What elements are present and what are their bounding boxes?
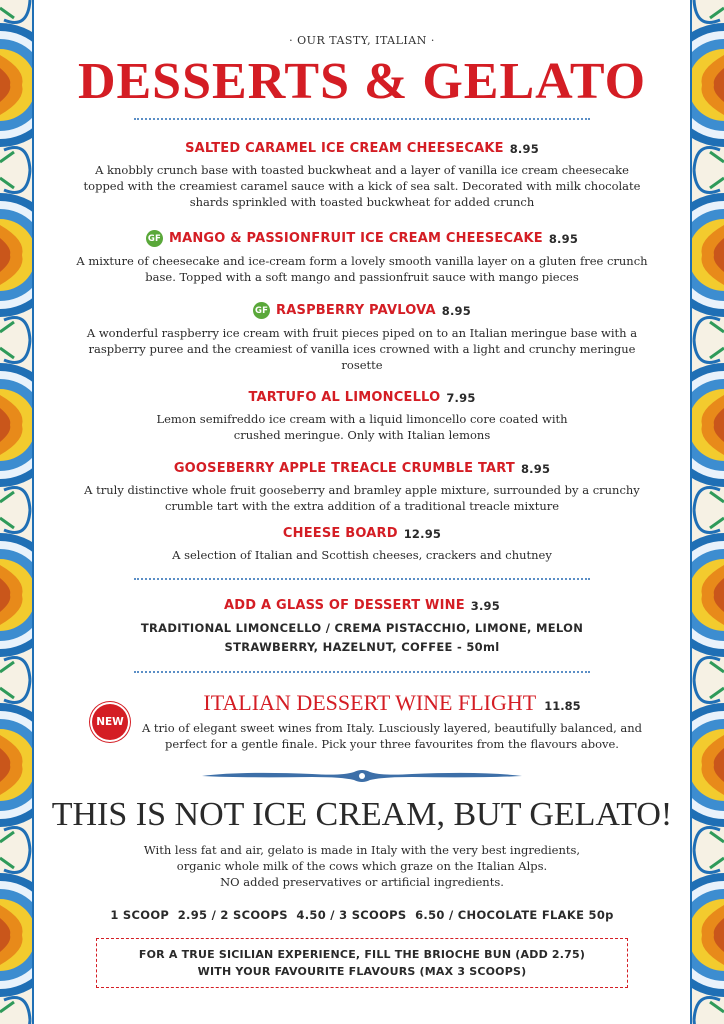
item-price: 8.95 xyxy=(441,303,471,318)
item-name: MANGO & PASSIONFRUIT ICE CREAM CHEESECAKE xyxy=(168,231,543,246)
item-price: 11.85 xyxy=(544,699,581,713)
majolica-tile-pattern xyxy=(690,0,724,1024)
item-description: A trio of elegant sweet wines from Italy. Lusciously layered, beautifully balanced, and perfect for a gentle finale. Pick your three favourites from the flavours above. xyxy=(141,721,643,751)
item-name: GOOSEBERRY APPLE TREACLE CRUMBLE TART xyxy=(173,461,515,476)
item-price: 12.95 xyxy=(403,526,442,541)
item-description: Lemon semifreddo ice cream with a liquid limoncello core coated with crushed meringue. Only with Italian lemons xyxy=(156,412,568,442)
wine-flight-section xyxy=(134,690,650,752)
brioche-offer-box xyxy=(96,938,628,988)
item-price: 8.95 xyxy=(548,231,579,246)
item-name: TARTUFO AL LIMONCELLO xyxy=(248,390,441,405)
menu-item xyxy=(74,302,650,373)
divider xyxy=(134,671,590,673)
item-price: 8.95 xyxy=(509,141,539,156)
gelato-description xyxy=(94,842,630,890)
new-badge: NEW xyxy=(92,704,128,740)
item-name: ITALIAN DESSERT WINE FLIGHT xyxy=(203,690,537,715)
item-description: A wonderful raspberry ice cream with fruit pieces piped on to an Italian meringue base with a raspberry puree and the creamiest of vanilla ices crowned with a light and crunchy meringue rosette xyxy=(86,326,638,372)
wine-options-line: STRAWBERRY, HAZELNUT, COFFEE - 50ml xyxy=(224,640,500,654)
menu-item xyxy=(74,230,650,285)
item-name: SALTED CARAMEL ICE CREAM CHEESECAKE xyxy=(185,141,504,156)
divider xyxy=(134,578,590,580)
item-name: CHEESE BOARD xyxy=(282,526,398,541)
page-title: DESSERTS & GELATO xyxy=(77,53,647,110)
majolica-tile-pattern xyxy=(0,0,34,1024)
gelato-heading: THIS IS NOT ICE CREAM, BUT GELATO! xyxy=(51,796,673,833)
wine-options-line: TRADITIONAL LIMONCELLO / CREMA PISTACCHIO, LIMONE, MELON xyxy=(140,621,584,635)
brioche-offer-line: FOR A TRUE SICILIAN EXPERIENCE, FILL THE BRIOCHE BUN (ADD 2.75) xyxy=(138,948,586,961)
menu-content xyxy=(34,0,690,1024)
item-price: 7.95 xyxy=(446,390,476,405)
gelato-desc-line: With less fat and air, gelato is made in Italy with the very best ingredients, xyxy=(143,843,581,857)
item-description: A knobbly crunch base with toasted buckwheat and a layer of vanilla ice cream cheesecake topped with the creamiest caramel sauce with a kick of sea salt. Decorated with milk chocolate shards sprinkled with toasted buckwheat for added crunch xyxy=(83,163,641,209)
left-tile-border xyxy=(0,0,34,1024)
menu-item xyxy=(74,141,650,210)
dessert-wine-section xyxy=(74,598,650,657)
gluten-free-icon: GF xyxy=(253,302,270,319)
item-description: A mixture of cheesecake and ice-cream form a lovely smooth vanilla layer on a gluten free crunch base. Topped with a soft mango and passionfruit sauce with mango pieces xyxy=(76,254,648,284)
item-description: A selection of Italian and Scottish cheeses, crackers and chutney xyxy=(172,548,552,562)
item-price: 8.95 xyxy=(520,461,551,476)
gelato-desc-line: organic whole milk of the cows which graze on the Italian Alps. xyxy=(176,859,548,873)
item-price: 3.95 xyxy=(470,598,500,613)
menu-kicker: · OUR TASTY, ITALIAN · xyxy=(289,34,435,47)
menu-item xyxy=(74,526,650,563)
item-name: ADD A GLASS OF DESSERT WINE xyxy=(224,598,465,613)
flourish-divider-icon xyxy=(202,768,522,784)
brioche-offer-line: WITH YOUR FAVOURITE FLAVOURS (MAX 3 SCOOPS) xyxy=(197,965,527,978)
scoop-prices: 1 SCOOP 2.95 / 2 SCOOPS 4.50 / 3 SCOOPS 6.50 / CHOCOLATE FLAKE 50p xyxy=(110,908,614,922)
menu-item xyxy=(74,390,650,443)
gluten-free-icon: GF xyxy=(146,230,163,247)
item-description: A truly distinctive whole fruit gooseberry and bramley apple mixture, surrounded by a crunchy crumble tart with the extra addition of a traditional treacle mixture xyxy=(84,483,640,513)
divider xyxy=(134,118,590,120)
right-tile-border xyxy=(690,0,724,1024)
item-name: RASPBERRY PAVLOVA xyxy=(276,303,436,318)
menu-item xyxy=(74,461,650,514)
gelato-desc-line: NO added preservatives or artificial ingredients. xyxy=(220,875,504,889)
